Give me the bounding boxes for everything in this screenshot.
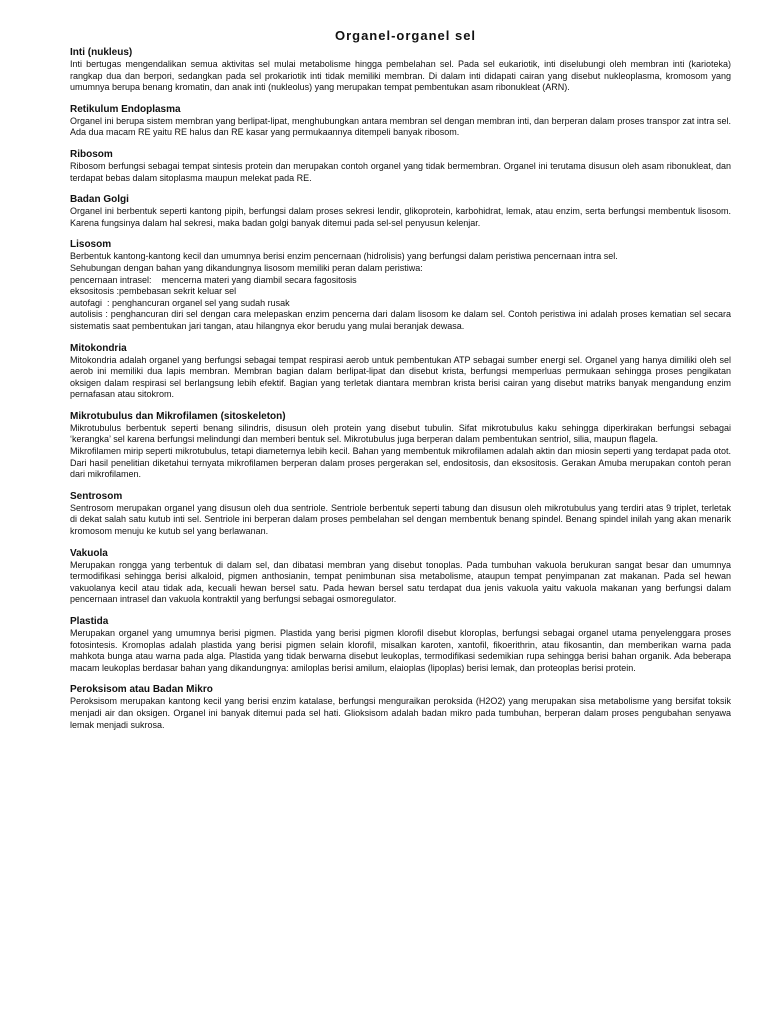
section-heading: Ribosom bbox=[70, 148, 113, 160]
section-heading: Inti (nukleus) bbox=[70, 47, 133, 58]
section bbox=[70, 411, 731, 481]
section-heading: Mitokondria bbox=[70, 342, 127, 354]
section-heading: Retikulum Endoplasma bbox=[70, 103, 181, 115]
section bbox=[70, 47, 731, 94]
section-paragraph: Organel ini berbentuk seperti kantong pipih, berfungsi dalam proses sekresi lendir, glikoprotein, karbohidrat, lemak, atau enzim, serta berfungsi membentuk lisosom. Karena fungsinya dalam hal sekresi, maka badan golgi banyak ditemui pada sel-sel penyusun kelenjar. bbox=[70, 206, 731, 228]
section bbox=[70, 239, 731, 332]
section-paragraph: Mikrofilamen mirip seperti mikrotubulus, tetapi diameternya lebih kecil. Bahan yang membentuk mikrofilamen adalah aktin dan miosin seperti yang terdapat pada otot. Dari hasil penelitian diketahui ternyata mikrofilamen berperan dalam proses pergerakan sel, endositosis, dan eksositosis. Gerakan Amuba merupakan contoh peran dari mikrofilamen. bbox=[70, 446, 731, 480]
section bbox=[70, 491, 731, 538]
section-line: eksositosis :pembebasan sekrit keluar sel bbox=[70, 286, 237, 297]
section-paragraph: Organel ini berupa sistem membran yang berlipat-lipat, menghubungkan antara membran sel dengan membran inti, dan berperan dalam proses transpor zat intra sel. Ada dua macam RE yaitu RE halus dan RE kasar yang permukaannya ditempeli banyak ribosom. bbox=[70, 115, 731, 138]
section-paragraph: Peroksisom merupakan kantong kecil yang berisi enzim katalase, berfungsi menguraikan peroksida (H2O2) yang merupakan sisa metabolisme yang bersifat toksik menjadi air dan oksigen. Organel ini banyak ditemui pada sel hati. Glioksisom adalah badan mikro pada tumbuhan, berperan dalam proses pengubahan senyawa lemak menjadi sukrosa. bbox=[70, 696, 731, 730]
section-paragraph: Inti bertugas mengendalikan semua aktivitas sel mulai metabolisme hingga pembelahan sel. Pada sel eukariotik, inti diselubungi oleh membran inti (karioteka) rangkap dua dan berpori, sedangkan pada sel prokariotik inti tidak memiliki membran. Di dalam inti didapati cairan yang disebut nukleoplasma, kromosom yang umumnya berupa benang kromatin, dan anak inti (nukleolus) yang merupakan tempat pembentukan asam ribonukleat (ARN). bbox=[70, 59, 731, 93]
section bbox=[70, 149, 731, 184]
section-paragraph: autolisis : penghancuran diri sel dengan cara melepaskan enzim pencerna dari dalam lisosom ke dalam sel. Contoh peristiwa ini adalah proses kematian sel secara sistematis saat pembentukan jari tangan, atau hilangnya ekor berudu yang mulai beranjak dewasa. bbox=[70, 309, 731, 331]
section-heading: Sentrosom bbox=[70, 490, 123, 502]
section-heading: Mikrotubulus dan Mikrofilamen (sitoskeleton) bbox=[70, 410, 286, 422]
section-heading: Badan Golgi bbox=[70, 194, 129, 206]
section-line: pencernaan intrasel: mencerna materi yang diambil secara fagositosis bbox=[70, 274, 357, 285]
section-line: Sehubungan dengan bahan yang dikandungnya lisosom memiliki peran dalam peristiwa: bbox=[70, 262, 423, 273]
section bbox=[70, 616, 731, 674]
section bbox=[70, 343, 731, 401]
section-paragraph: Merupakan organel yang umumnya berisi pigmen. Plastida yang berisi pigmen klorofil disebut kloroplas, berfungsi sebagai organel utama penyelenggara proses fotosintesis. Kromoplas adalah plastida yang berisi pigmen selain klorofil, misalkan karoten, xantofil, fikoerithrin, atau fikosantin, dan memberikan warna pada mahkota bunga atau warna pada alga. Plastida yang tidak berwarna disebut leukoplas, termodifikasi sedemikian rupa sehingga berisi bahan organik. Ada beberapa macam leukoplas berdasar bahan yang dikandungnya: amiloplas berisi amilum, elaioplas (lipoplas) berisi lemak, dan proteoplas berisi protein. bbox=[70, 628, 731, 673]
section-heading: Plastida bbox=[70, 616, 109, 627]
section bbox=[70, 104, 731, 139]
section-paragraph: Berbentuk kantong-kantong kecil dan umumnya berisi enzim pencernaan (hidrolisis) yang berfungsi dalam peristiwa pencernaan intra sel. bbox=[70, 251, 618, 262]
section-paragraph: Mitokondria adalah organel yang berfungsi sebagai tempat respirasi aerob untuk pembentukan ATP sebagai sumber energi sel. Organel yang hanya dimiliki oleh sel aerob ini memiliki dua lapis membran. Membran bagian dalam berlipat-lipat dan disebut krista, berfungsi memperluas permukaan sehingga proses pengikatan oksigen dalam respirasi sel berlangsung lebih efektif. Bagian yang terletak diantara membran krista berisi cairan yang disebut matriks banyak mengandung enzim pernafasan atau sitokrom. bbox=[70, 354, 731, 400]
section-heading: Lisosom bbox=[70, 239, 112, 251]
section bbox=[70, 194, 731, 229]
section bbox=[70, 684, 731, 731]
section-paragraph: Ribosom berfungsi sebagai tempat sintesis protein dan merupakan contoh organel yang tidak bermembran. Organel ini terutama disusun oleh asam ribonukleat, dan terdapat bebas dalam sitoplasma maupun melekat pada RE. bbox=[70, 160, 731, 183]
document-title: Organel-organel sel bbox=[334, 28, 477, 43]
section-heading: Vakuola bbox=[70, 547, 108, 559]
section-paragraph: Merupakan rongga yang terbentuk di dalam sel, dan dibatasi membran yang disebut tonoplas. Pada tumbuhan vakuola berukuran sangat besar dan umumnya termodifikasi sehingga berisi alkaloid, pigmen anthosianin, tempat penimbunan sisa metabolisme, ataupun tempat penyimpanan zat makanan. Pada sel hewan vakuolanya kecil atau tidak ada, kecuali hewan bersel satu. Pada hewan bersel satu terdapat dua jenis vakuola yaitu vakuola makanan yang berfungsi dalam pencernaan intrasel dan vakuola kontraktil yang berfungsi sebagai osmoregulator. bbox=[70, 559, 731, 605]
section-line: autofagi : penghancuran organel sel yang sudah rusak bbox=[70, 297, 290, 308]
section-paragraph: Mikrotubulus berbentuk seperti benang silindris, disusun oleh protein yang disebut tubulin. Sifat mikrotubulus kaku sehingga diperkirakan berfungsi sebagai ‘kerangka’ sel karena berfungsi melindungi dan memberi bentuk sel. Mikrotubulus juga berperan dalam pembentukan sentriol, silia, maupun flagela. bbox=[70, 422, 731, 445]
section-paragraph: Sentrosom merupakan organel yang disusun oleh dua sentriole. Sentriole berbentuk seperti tabung dan disusun oleh mikrotubulus yang terdiri atas 9 triplet, terletak di dekat salah satu kutub inti sel. Sentriole ini berperan dalam proses pembelahan sel dengan membentuk benang spindel. Benang spindel inilah yang akan menarik kromosom menuju ke kutub sel yang berlawanan. bbox=[70, 502, 731, 537]
section bbox=[70, 548, 731, 606]
section-heading: Peroksisom atau Badan Mikro bbox=[70, 684, 213, 696]
sections-container bbox=[70, 47, 731, 731]
